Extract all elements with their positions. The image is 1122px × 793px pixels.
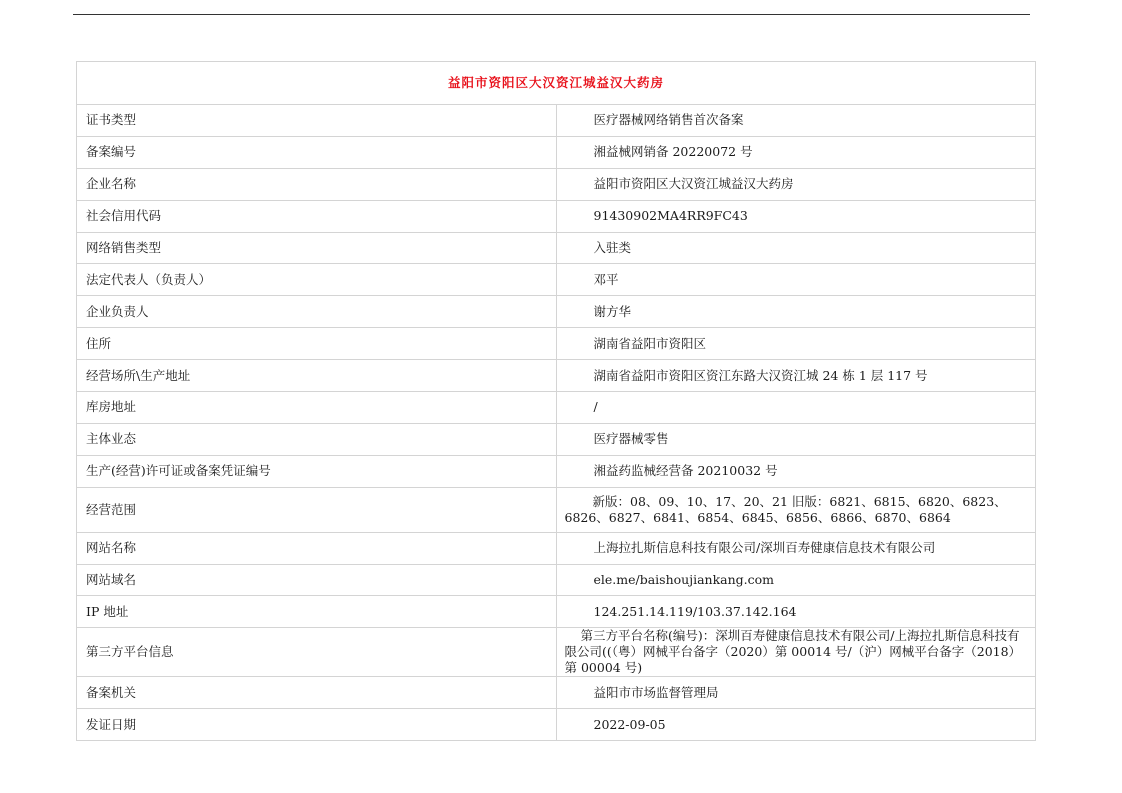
field-value: 湘益械网销备 20220072 号 <box>556 136 1036 168</box>
table-row <box>77 596 1036 628</box>
table-row <box>77 677 1036 709</box>
table-row <box>77 105 1036 137</box>
field-label: 备案机关 <box>77 677 557 709</box>
field-label: 网站名称 <box>77 532 557 564</box>
table-row <box>77 392 1036 424</box>
table-row <box>77 328 1036 360</box>
field-value: 医疗器械零售 <box>556 423 1036 455</box>
field-value: 邓平 <box>556 264 1036 296</box>
field-value: 益阳市市场监督管理局 <box>556 677 1036 709</box>
document-title: 益阳市资阳区大汉资江城益汉大药房 <box>77 62 1036 105</box>
filing-record-table <box>76 61 1036 741</box>
field-label: 经营范围 <box>77 487 557 532</box>
table-row <box>77 455 1036 487</box>
field-label: 库房地址 <box>77 392 557 424</box>
field-label: 网络销售类型 <box>77 232 557 264</box>
field-label: 发证日期 <box>77 709 557 741</box>
field-label: 网站域名 <box>77 564 557 596</box>
table-row <box>77 564 1036 596</box>
field-value: 医疗器械网络销售首次备案 <box>556 105 1036 137</box>
field-label: 企业名称 <box>77 168 557 200</box>
field-value: 入驻类 <box>556 232 1036 264</box>
table-row <box>77 487 1036 532</box>
field-value: 124.251.14.119/103.37.142.164 <box>556 596 1036 628</box>
table-row <box>77 264 1036 296</box>
field-label: 经营场所\生产地址 <box>77 360 557 392</box>
field-value: 湖南省益阳市资阳区资江东路大汉资江城 24 栋 1 层 117 号 <box>556 360 1036 392</box>
field-value: 2022-09-05 <box>556 709 1036 741</box>
table-row <box>77 136 1036 168</box>
table-row <box>77 296 1036 328</box>
field-label: 主体业态 <box>77 423 557 455</box>
field-label: IP 地址 <box>77 596 557 628</box>
field-label: 企业负责人 <box>77 296 557 328</box>
table-row <box>77 360 1036 392</box>
field-value: 91430902MA4RR9FC43 <box>556 200 1036 232</box>
field-label: 生产(经营)许可证或备案凭证编号 <box>77 455 557 487</box>
table-row <box>77 709 1036 741</box>
field-value: ele.me/baishoujiankang.com <box>556 564 1036 596</box>
field-label: 住所 <box>77 328 557 360</box>
field-value: / <box>556 392 1036 424</box>
title-row <box>77 62 1036 105</box>
field-label: 社会信用代码 <box>77 200 557 232</box>
field-value: 湖南省益阳市资阳区 <box>556 328 1036 360</box>
table-row <box>77 168 1036 200</box>
field-label: 证书类型 <box>77 105 557 137</box>
field-value: 新版：08、09、10、17、20、21 旧版：6821、6815、6820、6823、6826、6827、6841、6854、6845、6856、6866、6870、6864 <box>556 487 1036 532</box>
field-value: 第三方平台名称(编号)：深圳百寿健康信息技术有限公司/上海拉扎斯信息科技有限公司((（粤）网械平台备字（2020）第 00014 号/（沪）网械平台备字（2018）第 00004 号) <box>556 628 1036 677</box>
field-label: 第三方平台信息 <box>77 628 557 677</box>
table-row <box>77 232 1036 264</box>
field-value: 谢方华 <box>556 296 1036 328</box>
header-rule <box>73 14 1030 15</box>
table-row <box>77 200 1036 232</box>
field-value: 湘益药监械经营备 20210032 号 <box>556 455 1036 487</box>
field-label: 法定代表人（负责人） <box>77 264 557 296</box>
table-row <box>77 532 1036 564</box>
field-value: 上海拉扎斯信息科技有限公司/深圳百寿健康信息技术有限公司 <box>556 532 1036 564</box>
table-row <box>77 628 1036 677</box>
field-value: 益阳市资阳区大汉资江城益汉大药房 <box>556 168 1036 200</box>
table-row <box>77 423 1036 455</box>
field-label: 备案编号 <box>77 136 557 168</box>
